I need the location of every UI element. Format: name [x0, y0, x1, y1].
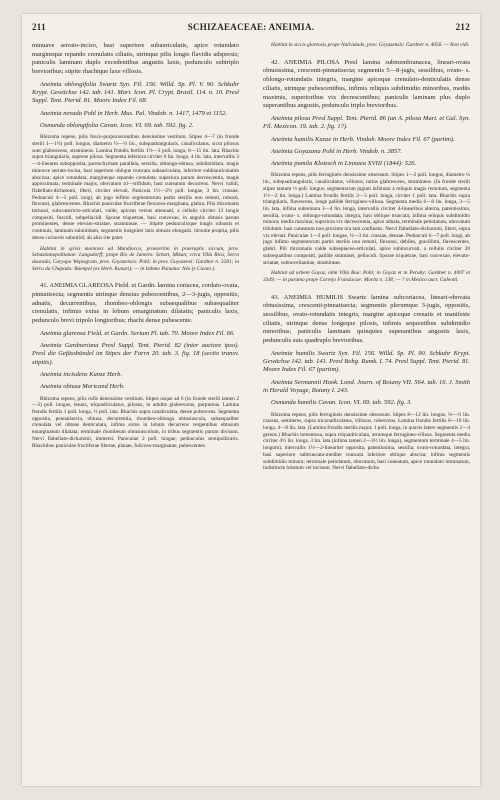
left-page-number: 211: [32, 22, 46, 32]
synonym-citation: Aneimia nevada Pohl in Herb. Mus. Pal. Vindob. n. 1417, 1479 et 1152.: [40, 109, 227, 117]
synonym-citation: Aneimia glareosa Field. et Gardn. Sertum Pl. tab. 70. Moore Index Fil. 66.: [40, 329, 235, 337]
synonym-citation: Aneimia humilis Kunze in Herb. Vindob. Moore Index Fil. 67 (partim).: [271, 135, 455, 143]
species-description: Rhizoma repens, pilis ferrugineis densissime obsessum. Stipes 1—2 poll. longus, diametro ¼ lin., subquadrangularis, canaliculatus, villosus, rarius glabrescens, stramineus. (In fronde sterili stipes tantum ½ poll. longus; segmentorum jugum infimum a reliquis magis remotum, segmenta 1½—2 lin. longa.) Lamina frondis fertilis 2—3 poll. longa, circiter 1 poll. lata. Rhachis supra triangularis, flavescens, longe pallide ferrugineo-villosa. Segmenta media 6—8 lin. longa, 3—5 lin. lata, infima subremota 3—4 lin. longa, intervallis circiter 4-linearibus alterna, patentissima, sessilia, ovato- s. oblongo-rotundata, integra, basi oblique truncata; infima reliquis subdimidio minora; media maxima; superiora vix decrescentia, apice adnata, terminale petiolatum, obovatum trilobum: basi cuneatum non proxime ora tam confluens. Nervi flabellato-dichotomi, liberi, supra vix elevati. Paniculae 1—3 poll. longae, ½—3 lin. crassae, densae. Pedunculi 6—7 poll. longi, ab jugo infimo segmentorum partis sterilis non remoti, flexuosi, debiles, gracillimi, flavescentes, glabri. Pili rhizomatis valde subsepiaceo-articulati, apice subincurvati, a cellulis circiter 20 subrequalibus compositi, pallide straminei, pellucidi. Sporae triquetrae, basi convexae, elevato-striatae, subnovellantiae, stramineae.: [263, 172, 470, 266]
synonym-citation: Aneimia incisdens Kunze Herb.: [40, 371, 122, 379]
species-description: Rhizoma repens, pilis rufis densissime vestitum. Stipes usque ad 6 (in fronde sterili tamen 2—3) poll. longus, tennis, triquadriculatus, pilosus, in adultis glabrescens, purpureus. Lamina frondis fertilis 1 poll. longa, ½ poll. lata. Rhachis supra canaliculata, dense pubescens. Segmenta opposita, pennatisecta, obtusa, decurrentia, rhombeo-oblonga obtusiuscula, subaequaliter crenulata vel obtuse denticulata, infima extus in lobum decurrens vergentibus obtusum emarginatum dilatata; terminale rhombeum obtusiusculum, in tribus segmentis parum divisum. Nervi flabellato-dichotomi, immersi. Paniculae 2 poll. longae; pedunculus semipollicaris. Rhachibus paniculae fructiferae liberae, planae, fulicoso-marginatae, pubescentes.: [32, 395, 239, 449]
habitat-note: Habitat ad urbem Goyaz, olim Villa Boa: Pohl; in Goyaz et in Peruby: Gardner n. 4007 et 3349; — in paramo prope Carrejo Franziscae: Moritz n. 138; — ? in Mexico auct. Galeotti.: [263, 270, 470, 283]
synonym-citation: Aneimia oblongifolia Swartz Syn. Fil. 156. Willd. Sp. Pl. V. 90. Schkuhr Krypt. Gewächse 142. tab. 141. Mart. Icon. Pl. Crypt. Brasil. 114. n. 10. Presl Suppl. Tent. Pterid. 81. Moore Index Fil. 68.: [32, 80, 239, 105]
running-header: [32, 22, 470, 36]
synonym-citation: Aneimia Sermannii Hook. Lond. Journ. of Botany VII. 564. tab. 16. J. Smith in Herald Voyage, Botany I. 243.: [263, 378, 470, 395]
left-column: [32, 42, 239, 778]
synonym-citation: Aneimia Goyazana Pohl in Herb. Vindob. n. 3857.: [271, 147, 403, 155]
continued-description: minuave serrato-inciso, basi superiore subauriculatis, apice rotundato margineque repando crenulatis ciliatis, utrinque pilis longis flavidis adspersis; paniculis laminam duplo excedentibus angustis laxis, pedunculo subtriplo brevioribus; stipite rhachique laxe villosis.: [32, 42, 239, 76]
species-42-diagnosis: 42. ANEIMIA PILOSA Presl lamina submembranacea, lineari-ovata obtusissima, crescenti-pinnatisecta; segmentis 5—8-jugis, sessilibus, ovato- s. oblongo-rotundatis integris, margine apiceque crenulato-denticulatis dense ciliatis, utrinque pubescentibus, infimis reliquis subdimidio minoribus, medüs maximis, superioribus vix decrescentibus; paniculis laminam plus duplo superantibus angustis, pedunculo triplo brevioribus.: [263, 58, 470, 110]
synonym-citation: Aneimia pilosa Presl Suppl. Tent. Pterid. 86 (an A. pilosa Mart. et Gal. Syn. Fil. Mexicon. 19. tab. 2. fig. 1?).: [263, 114, 470, 131]
synonym-citation: Osmunda oblongifolia Cavan. Icon. VI. 69. tab. 592. fig. 2.: [40, 122, 194, 129]
habitat-note: Habitat in siccis glareosis prope Natividade, prov. Goyazensis: Gardner n. 4056. — Non vidi.: [271, 42, 470, 48]
habitat-note: Habitat in sylvis montosis ad Mandiocca, praesertim in praeruptis siccum, prov. Sebastianopolitanae: Langsdorff; prope Rio de Janeiro: Schott, Mikan; circa Villa Rica, Serra dourada, Caryopo Wepisgram, prov. Goyazensis: Pohl; in prov. Goyazensi: Gardner n. 3581; in Serra da Chapada: Baenpol (ex Herb. Kunzei); — in Isthmo Panama: Née (e Cavan.).: [32, 245, 239, 272]
species-description: Rhizoma repens, pilis ferrugineis densissime obsessum. Stipes 8—12 lin. longus, ⅓—½ lin. crassus, semiteres, supra triconalliculatus, villosus, rubescens. Lamina frondis fertilis 6—10 lin. longa, 4—8 lin. lata. (Lamina frondis sterilis major, 1 poll. longa, in quavis latere segmentis 2—4 gerens.) Rhachis tomentosa, supra triquadriculata, utrumque ferrugineo-villosa. Segmenta media circiter 4½ lin. longa, 3 lin. lata (infima tamen 2—3½ lin. longa), segmentum terminale 4—5 lin. longum), intervallis 1½—2-lineariter opposita, patentissima, sessilia, ovato-rotundata, integra, basi superiore subtruncata-mediter truncata inferiore oblique abscisa; infima segmentis subdimidio minora; terminale petiolatum, obovatum, basi cuneatum, apice rotundato intrunatum, indistincte lobatum vel incisum. Nervi flabellato-dicho: [263, 411, 470, 472]
species-41-diagnosis: 41. ANEIMIA GLAREOSA Field. et Gardn. lamina coriacea, cordato-ovata, pinnatisecta; segmentis utrinque densius pubescentibus, 2—3-jugis, oppositis, adnatis, decurrentibus, rhombeo-oblongis subaequalibus subaequaliter crenulatis, infimis extus in lobum emarginatum dilatatis; paniculis laxis, pedunculo brevi tripolo longioribus; rhachi dense pubescente.: [32, 282, 239, 325]
right-column: [263, 42, 470, 778]
right-page-number: 212: [455, 22, 470, 32]
running-title: SCHIZAEACEAE: ANEIMIA.: [187, 22, 315, 32]
synonym-citation: Aneimia humilis Swartz Syn. Fil. 156. Willd. Sp. Pl. 90. Schkuhr Krypt. Gewächse 142. tab. 141. Presl Bohg. Rumk. I. 74. Presl Suppl. Tent. Pterid. 81. Moore Index Fil. 67 (partim).: [263, 349, 470, 374]
species-description: Rhizoma repens, pilis fusco-purpurascentibus densissime vestitum. Stipes 4—7 (in fronde sterili 1—1½) poll. longus, diametro ½—⅔ lin., subquadrangularis, canaliculatus, sicut pilosus sunt glabrescens, stramineus. Lamina frondis fertilis 1½—3 poll. longa, 6—15 lin. lata. Rhachis supra triangularis, superne pilosa. Segmenta inferiora circiter 6 lin. longa, 4 lin. lata, intervallis 3—4-lineares subopposita, parenchymate parallela, sessilia, oblongo-obtusa, subdimidiata, magis minusve serrato-incisa, basi superiore oblique truncata subauriculata, inferiore subbiauriculatim abscissa; apice rotundata, margineque repando crenulata; superiora parum decrescentia, magis approximata; terminale majus, obovatum tri—trifidum, basi cuneatum decurrens. Nervi validi, flabellato-dichotomi, liberi, circiter elevati. Panicula 1½—2½ poll. longae, 3 lin. crassae. Pedunculi 4—5 poll. longi, ab jugo infimo segmentorum partis sterilis non remoti, robusti, flexuosi, glabrescentes. Rhachis paniculae fructiferae flexuoso-marginata, glabra. Pila rhizomatis tortuosi, subconstricto-articulati, valde, apicem versus attenuati, a cellulis circiter 12 longis compositi, fuscidi, subpellucidi. Sporae triquetrae, basi convexae, in angulis obtusis parum prominentes, dense elevato-striatae, stramineae. — Stipite pedunculisque longis robustis et continuis, laminam subnitidam, segmentis insigniter latis obtusis elongatis, hirsutie propria, pilis dense coriaceis subnitidi; ab aliis rite patet.: [32, 134, 239, 241]
species-43-diagnosis: 43. ANEIMIA HUMILIS Swartz lamina subcoriacea, lineari-obovata obtusissima, crescenti-pinnatisecta; segmentis plerumque 3-jugis, oppositis, sessilibus, ovato-rotundatis integris, margine apiceque crenatis et manifeste ciliatis, utrinque dense longeque pilosis, infimis sequentibus subdimidio minoribus; paniculis laminam quinquies superantibus angustis laxis, pedunculis suis quadruplo brevioribus.: [263, 293, 470, 345]
book-page: [22, 14, 480, 786]
synonym-citation: Osmunda humilis Cavan. Icon. VI. 69. tab. 592. fig. 3.: [271, 399, 413, 407]
synonym-citation: Aneimia Gardneriana Presl Suppl. Tent. Pterid. 82 (inter auctore ipso). Presl die Gefässbündel im Stipes der Farrn 20. tab. 3. fig. 18 (sectio transv. stipitis).: [32, 342, 239, 366]
synonym-citation: Aneimia obtusa Moricand Herb.: [40, 383, 125, 391]
synonym-citation: Aneimia pumila Klotzsch in Linnaea XVIII (1844): 526.: [271, 160, 417, 168]
